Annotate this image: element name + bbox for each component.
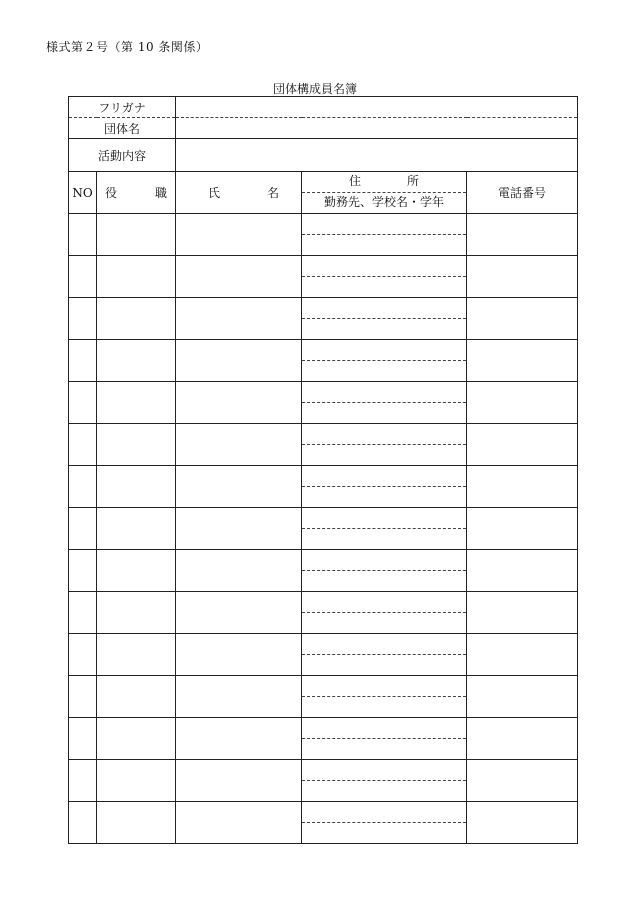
row-address-field[interactable] <box>302 802 466 823</box>
row-no-cell[interactable] <box>69 298 97 340</box>
table-row <box>69 760 578 802</box>
role-header <box>97 172 176 214</box>
table-row <box>69 466 578 508</box>
row-phone-cell[interactable] <box>467 550 578 592</box>
row-phone-cell[interactable] <box>467 802 578 844</box>
no-header: NO <box>69 172 97 214</box>
row-role-cell[interactable] <box>97 424 176 466</box>
row-role-cell[interactable] <box>97 508 176 550</box>
address-subheader <box>302 172 466 193</box>
row-phone-cell[interactable] <box>467 256 578 298</box>
row-no-cell[interactable] <box>69 802 97 844</box>
row-no-cell[interactable] <box>69 424 97 466</box>
roster-table <box>68 96 578 844</box>
row-workplace-field[interactable] <box>302 823 466 843</box>
row-phone-cell[interactable] <box>467 760 578 802</box>
row-name-cell[interactable] <box>176 466 302 508</box>
org-name-label: 団体名 <box>69 118 176 139</box>
row-role-cell[interactable] <box>97 214 176 256</box>
row-address-field[interactable] <box>302 298 466 319</box>
row-address-field[interactable] <box>302 634 466 655</box>
row-no-cell[interactable] <box>69 508 97 550</box>
table-row <box>69 592 578 634</box>
row-no-cell[interactable] <box>69 718 97 760</box>
row-address-cell <box>302 256 467 298</box>
row-name-cell[interactable] <box>176 592 302 634</box>
row-phone-cell[interactable] <box>467 214 578 256</box>
row-address-cell <box>302 382 467 424</box>
address-header-char-2: 所 <box>407 174 420 188</box>
table-row <box>69 214 578 256</box>
role-header-char-1: 役 <box>105 186 118 200</box>
row-workplace-field[interactable] <box>302 445 466 465</box>
row-name-cell[interactable] <box>176 424 302 466</box>
furigana-field[interactable] <box>176 97 578 118</box>
row-name-cell[interactable] <box>176 760 302 802</box>
row-phone-cell[interactable] <box>467 340 578 382</box>
row-no-cell[interactable] <box>69 340 97 382</box>
row-phone-cell[interactable] <box>467 466 578 508</box>
row-address-cell <box>302 550 467 592</box>
row-address-field[interactable] <box>302 592 466 613</box>
row-role-cell[interactable] <box>97 256 176 298</box>
table-row <box>69 424 578 466</box>
row-workplace-field[interactable] <box>302 529 466 549</box>
row-no-cell[interactable] <box>69 256 97 298</box>
row-name-cell[interactable] <box>176 508 302 550</box>
row-address-field[interactable] <box>302 718 466 739</box>
row-workplace-field[interactable] <box>302 361 466 381</box>
document-title: 団体構成員名簿 <box>272 82 357 96</box>
row-name-cell[interactable] <box>176 718 302 760</box>
activity-label: 活動内容 <box>69 139 176 172</box>
row-phone-cell[interactable] <box>467 592 578 634</box>
row-role-cell[interactable] <box>97 592 176 634</box>
row-name-cell[interactable] <box>176 214 302 256</box>
row-workplace-field[interactable] <box>302 235 466 255</box>
phone-header: 電話番号 <box>467 172 578 214</box>
row-address-cell <box>302 760 467 802</box>
row-workplace-field[interactable] <box>302 655 466 675</box>
row-phone-cell[interactable] <box>467 382 578 424</box>
table-row <box>69 508 578 550</box>
row-address-cell <box>302 298 467 340</box>
row-role-cell[interactable] <box>97 550 176 592</box>
name-header-char-2: 名 <box>266 186 279 200</box>
row-role-cell[interactable] <box>97 382 176 424</box>
role-header-char-2: 職 <box>154 186 167 200</box>
row-name-cell[interactable] <box>176 676 302 718</box>
table-row <box>69 340 578 382</box>
row-role-cell[interactable] <box>97 760 176 802</box>
row-address-field[interactable] <box>302 676 466 697</box>
row-workplace-field[interactable] <box>302 277 466 297</box>
row-role-cell[interactable] <box>97 634 176 676</box>
row-phone-cell[interactable] <box>467 424 578 466</box>
row-name-cell[interactable] <box>176 550 302 592</box>
table-row <box>69 382 578 424</box>
row-phone-cell[interactable] <box>467 298 578 340</box>
row-role-cell[interactable] <box>97 466 176 508</box>
row-name-cell[interactable] <box>176 340 302 382</box>
row-no-cell[interactable] <box>69 634 97 676</box>
row-name-cell[interactable] <box>176 802 302 844</box>
row-name-cell[interactable] <box>176 256 302 298</box>
row-address-field[interactable] <box>302 424 466 445</box>
row-address-cell <box>302 718 467 760</box>
row-address-cell <box>302 214 467 256</box>
row-no-cell[interactable] <box>69 382 97 424</box>
address-header-char-1: 住 <box>348 174 361 188</box>
row-address-cell <box>302 508 467 550</box>
row-role-cell[interactable] <box>97 340 176 382</box>
row-workplace-field[interactable] <box>302 403 466 423</box>
row-address-field[interactable] <box>302 382 466 403</box>
row-address-cell <box>302 424 467 466</box>
row-address-field[interactable] <box>302 214 466 235</box>
row-role-cell[interactable] <box>97 802 176 844</box>
row-address-cell <box>302 802 467 844</box>
table-row <box>69 634 578 676</box>
row-no-cell[interactable] <box>69 214 97 256</box>
row-no-cell[interactable] <box>69 760 97 802</box>
workplace-subheader: 勤務先、学校名・学年 <box>323 195 444 209</box>
row-address-field[interactable] <box>302 550 466 571</box>
table-row <box>69 256 578 298</box>
table-row <box>69 298 578 340</box>
row-role-cell[interactable] <box>97 676 176 718</box>
row-phone-cell[interactable] <box>467 718 578 760</box>
column-header-row <box>69 172 578 214</box>
address-header <box>302 172 467 214</box>
row-address-field[interactable] <box>302 340 466 361</box>
row-workplace-field[interactable] <box>302 319 466 339</box>
row-address-field[interactable] <box>302 760 466 781</box>
form-number: 様式第２号（第 10 条関係） <box>46 40 209 54</box>
table-row <box>69 802 578 844</box>
row-no-cell[interactable] <box>69 466 97 508</box>
row-name-cell[interactable] <box>176 634 302 676</box>
furigana-label: フリガナ <box>69 97 176 118</box>
roster-rows <box>69 214 578 844</box>
row-workplace-field[interactable] <box>302 781 466 801</box>
row-name-cell[interactable] <box>176 298 302 340</box>
row-address-cell <box>302 340 467 382</box>
name-header <box>176 172 302 214</box>
activity-field[interactable] <box>176 139 578 172</box>
row-no-cell[interactable] <box>69 550 97 592</box>
row-phone-cell[interactable] <box>467 634 578 676</box>
table-row <box>69 550 578 592</box>
table-row <box>69 718 578 760</box>
row-address-field[interactable] <box>302 256 466 277</box>
org-name-field[interactable] <box>176 118 578 139</box>
row-phone-cell[interactable] <box>467 508 578 550</box>
row-no-cell[interactable] <box>69 676 97 718</box>
row-address-field[interactable] <box>302 466 466 487</box>
row-workplace-field[interactable] <box>302 613 466 633</box>
row-address-cell <box>302 592 467 634</box>
row-role-cell[interactable] <box>97 718 176 760</box>
row-phone-cell[interactable] <box>467 676 578 718</box>
row-workplace-field[interactable] <box>302 739 466 759</box>
row-address-cell <box>302 676 467 718</box>
member-roster-form <box>68 96 577 844</box>
row-address-field[interactable] <box>302 508 466 529</box>
row-no-cell[interactable] <box>69 592 97 634</box>
name-header-char-1: 氏 <box>208 186 221 200</box>
table-row <box>69 676 578 718</box>
row-workplace-field[interactable] <box>302 487 466 507</box>
row-workplace-field[interactable] <box>302 697 466 717</box>
row-name-cell[interactable] <box>176 382 302 424</box>
row-role-cell[interactable] <box>97 298 176 340</box>
row-address-cell <box>302 634 467 676</box>
row-address-cell <box>302 466 467 508</box>
row-workplace-field[interactable] <box>302 571 466 591</box>
